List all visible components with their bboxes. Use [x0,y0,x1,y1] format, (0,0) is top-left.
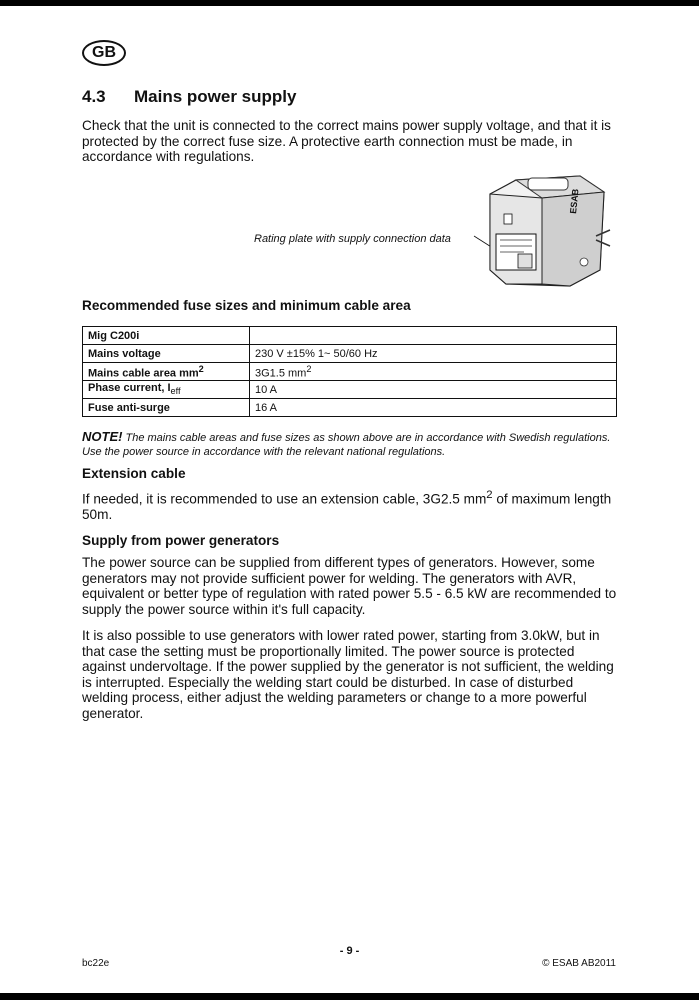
top-border [0,0,699,6]
table-row [83,327,617,345]
page-number: - 9 - [339,945,360,957]
copyright: © ESAB AB2011 [542,958,616,969]
extension-text-before: If needed, it is recommended to use an extension cable, 3G2.5 mm [82,491,487,507]
row-label-sup: 2 [198,363,204,374]
generators-paragraph-2: It is also possible to use generators with lower rated power, starting from 3.0kW, but in that case the setting must be proportionally limited. The power source is protected against undervoltage. If the power supplied by the generator is not sufficient, the welding is interrupted. Especially the welding start could be disturbed. In case of disturbed welding process, either adjust the welding parameters or change to a more powerful generator. [82,628,614,721]
machine-logo: ESAB [568,188,581,215]
row-value: 16 A [250,399,617,417]
empty-cell [250,327,617,345]
fuse-section-title: Recommended fuse sizes and minimum cable area [82,298,411,313]
table-row [83,399,617,417]
generators-title: Supply from power generators [82,533,280,548]
row-label-sub: eff [170,386,181,397]
table-row [83,381,617,399]
note-label: NOTE! [82,429,123,444]
table-row [83,363,617,381]
row-value-cell [250,363,617,381]
row-value: 3G1.5 mm [255,367,307,380]
model-cell: Mig C200i [83,327,250,345]
fuse-table [82,326,617,417]
welding-machine-illustration [472,174,612,290]
row-label: Fuse anti-surge [83,399,250,417]
table-row [83,345,617,363]
section-title: Mains power supply [134,87,297,106]
row-label: Phase current, I [88,382,171,395]
extension-title: Extension cable [82,466,186,481]
generators-paragraph-1: The power source can be supplied from different types of generators. However, some generators may not provide sufficient power for welding. The generators with AVR, equivalent or better type of regulation with rated power 5.5 - 6.5 kW are recommended to supply the power source within it's full capacity. [82,555,617,617]
section-heading [82,87,296,107]
row-value-sup: 2 [306,363,312,374]
section-number: 4.3 [82,87,106,106]
note-body: The mains cable areas and fuse sizes as shown above are in accordance with Swedish regulations. Use the power source in accordance with the relevant national regulations. [82,432,611,458]
extension-paragraph [82,488,617,523]
extension-sup: 2 [486,489,493,501]
row-value: 230 V ±15% 1~ 50/60 Hz [250,345,617,363]
row-label: Mains voltage [83,345,250,363]
intro-paragraph: Check that the unit is connected to the correct mains power supply voltage, and that it is protected by the correct fuse size. A protective earth connection must be made, in accordance with regulations. [82,118,611,165]
row-label-cell [83,363,250,381]
language-badge: GB [82,40,126,66]
row-label: Mains cable area mm [88,367,199,380]
figure-caption: Rating plate with supply connection data [254,233,451,245]
document-code: bc22e [82,958,110,969]
row-value: 10 A [250,381,617,399]
bottom-border [0,993,699,1000]
extension-text-after: of maximum length 50m. [82,491,612,523]
row-label-cell [83,381,250,399]
note-text [82,430,617,459]
